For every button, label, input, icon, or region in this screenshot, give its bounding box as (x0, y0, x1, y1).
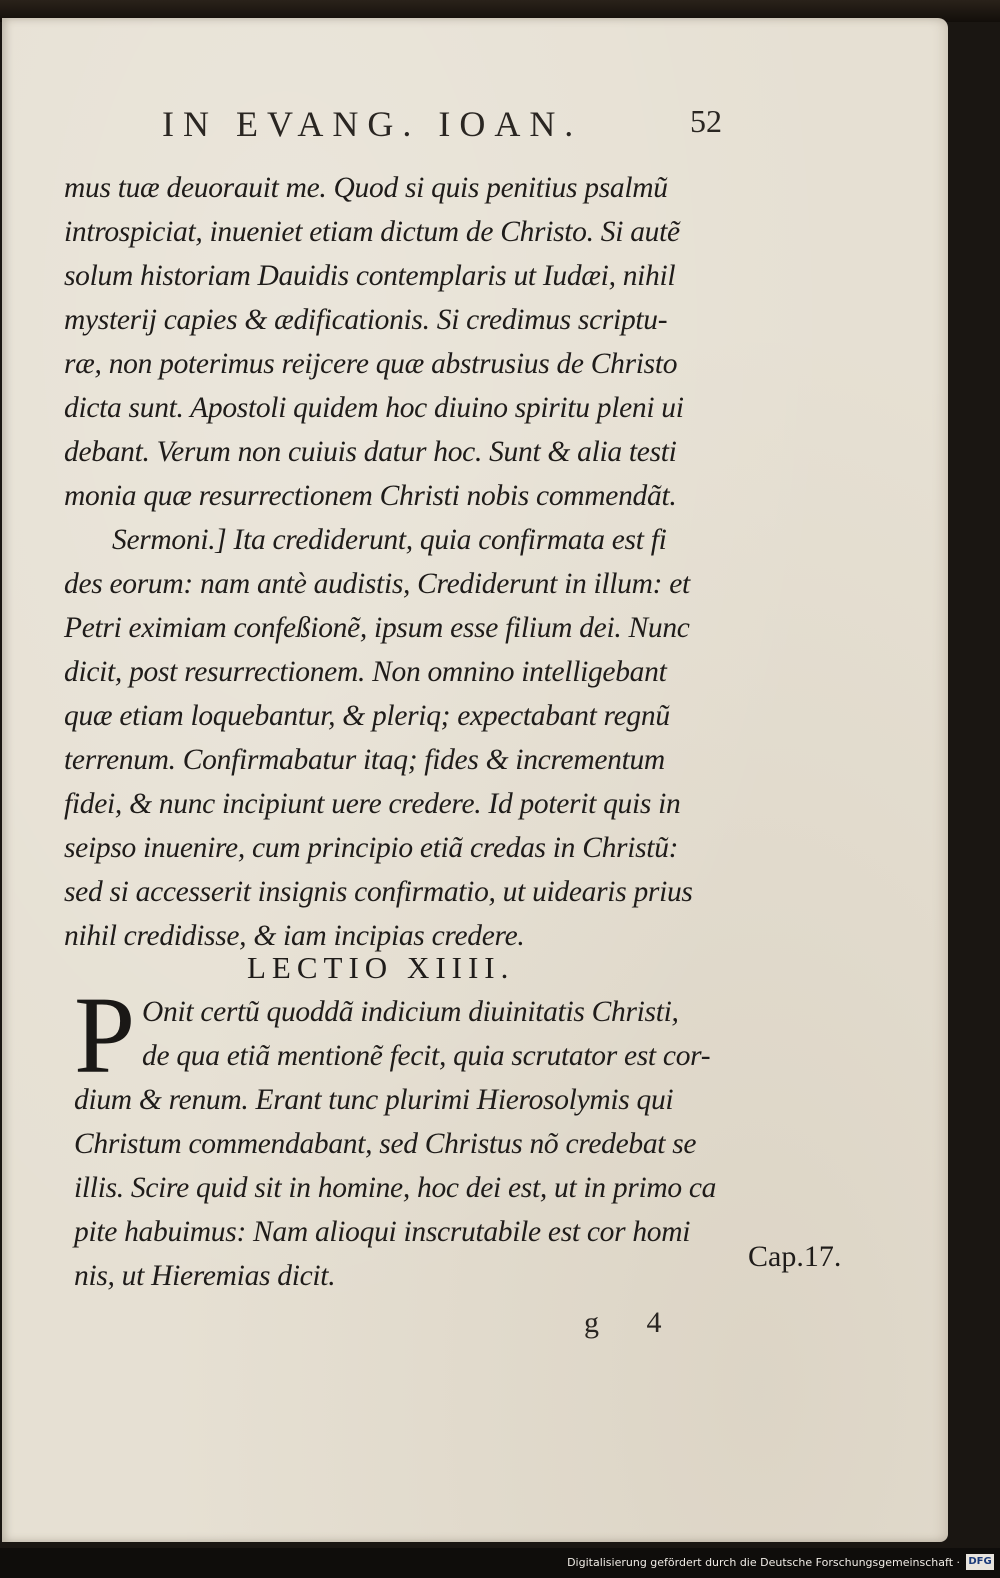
text-line: quæ etiam loquebantur, & pleriq; expectabant regnũ (64, 700, 670, 732)
running-head: IN EVANG. IOAN. (162, 104, 583, 144)
lection-heading: LECTIO XIIII. (247, 950, 515, 985)
text-line: pite habuimus: Nam alioqui inscrutabile est cor homi (74, 1216, 691, 1248)
text-line: Sermoni.] Ita crediderunt, quia confirmata est fi (112, 524, 667, 556)
signature-mark: g 4 (584, 1306, 682, 1339)
text-line: ræ, non poterimus reijcere quæ abstrusius de Christo (64, 348, 678, 380)
text-line: sed si accesserit insignis confirmatio, ut uidearis prius (64, 876, 693, 908)
page-header (162, 103, 722, 153)
folio-number: 52 (690, 103, 722, 139)
text-line: de qua etiã mentionẽ fecit, quia scrutator est cor- (142, 1040, 711, 1072)
digitization-footer (0, 1548, 1000, 1578)
text-line: Petri eximiam confeßionẽ, ipsum esse filium dei. Nunc (64, 612, 690, 644)
text-line: nihil credidisse, & iam incipias credere. (64, 920, 525, 952)
text-line: terrenum. Confirmabatur itaq; fides & incrementum (64, 744, 665, 776)
text-line: Onit certũ quoddã indicium diuinitatis Christi, (142, 996, 679, 1028)
dfg-logo-icon: DFG (966, 1554, 994, 1570)
text-line: introspiciat, inueniet etiam dictum de Christo. Si autẽ (64, 216, 680, 248)
text-line: solum historiam Dauidis contemplaris ut Iudæi, nihil (64, 260, 676, 292)
marginal-note: Cap.17. (748, 1240, 842, 1273)
text-line: mus tuæ deuorauit me. Quod si quis penitius psalmũ (64, 172, 668, 204)
funding-credit: Digitalisierung gefördert durch die Deutsche Forschungsgemeinschaft · (567, 1556, 960, 1569)
text-line: dium & renum. Erant tunc plurimi Hierosolymis qui (74, 1084, 674, 1116)
text-line: mysterij capies & ædificationis. Si credimus scriptu- (64, 304, 668, 336)
text-line: fidei, & nunc incipiunt uere credere. Id poterit quis in (64, 788, 681, 820)
text-line: monia quæ resurrectionem Christi nobis commendãt. (64, 480, 677, 512)
body-text (64, 166, 744, 958)
text-line: illis. Scire quid sit in homine, hoc dei est, ut in primo ca (74, 1172, 717, 1204)
text-line: des eorum: nam antè audistis, Crediderunt in illum: et (64, 568, 690, 600)
text-line: debant. Verum non cuiuis datur hoc. Sunt & alia testi (64, 436, 677, 468)
text-line: dicta sunt. Apostoli quidem hoc diuino spiritu pleni ui (64, 392, 684, 424)
lection-text (74, 974, 754, 1298)
text-line: nis, ut Hieremias dicit. (74, 1260, 336, 1292)
drop-capital: P (74, 974, 135, 1096)
text-line: Christum commendabant, sed Christus nõ credebat se (74, 1128, 697, 1160)
book-page (2, 18, 948, 1542)
text-line: seipso inuenire, cum principio etiã credas in Christũ: (64, 832, 679, 864)
text-line: dicit, post resurrectionem. Non omnino intelligebant (64, 656, 667, 688)
